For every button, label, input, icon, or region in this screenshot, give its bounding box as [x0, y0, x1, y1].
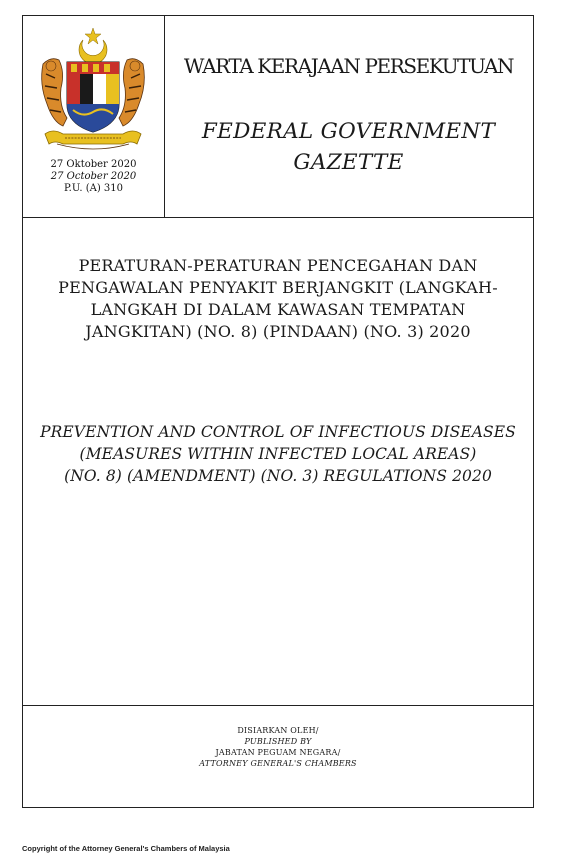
copyright-notice: Copyright of the Attorney General's Chambers of Malaysia: [22, 844, 230, 853]
regulation-title-malay: PERATURAN-PERATURAN PENCEGAHAN DAN PENGAWALAN PENYAKIT BERJANGKIT (LANGKAH-LANGKAH DI DALAM KAWASAN TEMPATAN JANGKITAN) (NO. 8) (PINDAAN) (NO. 3) 2020: [58, 256, 498, 341]
gazette-header: [23, 16, 533, 218]
publisher-malay: JABATAN PEGUAM NEGARA/: [215, 748, 341, 757]
pu-number: P.U. (A) 310: [63, 183, 124, 194]
malaysia-coat-of-arms-icon: [37, 26, 149, 158]
gazette-title-english: FEDERAL GOVERNMENT GAZETTE: [201, 119, 496, 175]
regulation-title-english: PREVENTION AND CONTROL OF INFECTIOUS DISEASES (MEASURES WITHIN INFECTED LOCAL AREAS) (NO. 8) (AMENDMENT) (NO. 3) REGULATIONS 2020: [40, 423, 516, 485]
publisher-english: ATTORNEY GENERAL'S CHAMBERS: [199, 759, 357, 768]
date-malay: 27 Oktober 2020: [50, 159, 137, 170]
published-by-malay: DISIARKAN OLEH/: [237, 726, 319, 735]
gazette-title-cell: [164, 16, 533, 217]
publisher-block: [23, 706, 533, 807]
gazette-cover-frame: [22, 15, 534, 808]
date-english: 27 October 2020: [50, 171, 137, 182]
gazette-dates: [23, 159, 164, 195]
publisher-info: [23, 725, 533, 769]
regulation-titles: [23, 218, 533, 706]
published-by-english: PUBLISHED BY: [244, 737, 312, 746]
gazette-title-malay: WARTA KERAJAAN PERSEKUTUAN: [183, 54, 514, 78]
crest-cell: [23, 16, 165, 217]
